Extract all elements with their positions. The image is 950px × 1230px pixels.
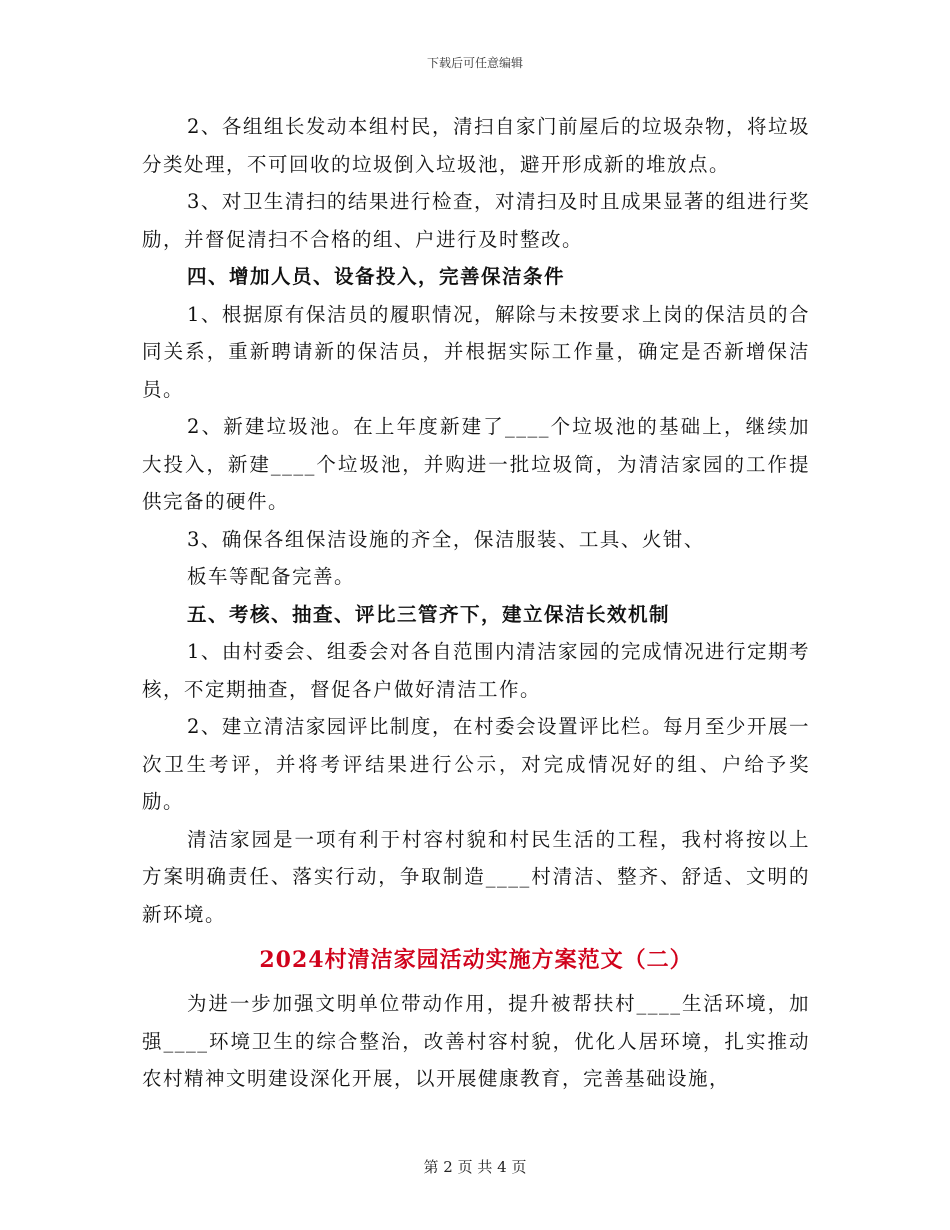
section-heading-4: 四、增加人员、设备投入，完善保洁条件 <box>187 265 566 288</box>
paragraph-conclusion: 清洁家园是一项有利于村容村貌和村民生活的工程，我村将按以上方案明确责任、落实行动，争取制造____村清洁、整齐、舒适、文明的新环境。 <box>142 827 810 926</box>
document-body <box>142 108 810 1098</box>
paragraph-4-item-2: 2、新建垃圾池。在上年度新建了____个垃圾池的基础上，继续加大投入，新建____个垃圾池，并购进一批垃圾筒，为清洁家园的工作提供完备的硬件。 <box>142 415 810 513</box>
paragraph-5-item-1: 1、由村委会、组委会对各自范围内清洁家园的完成情况进行定期考核，不定期抽查，督促各户做好清洁工作。 <box>142 640 810 701</box>
paragraph-intro-part-two: 为进一步加强文明单位带动作用，提升被帮扶村____生活环境，加强____环境卫生的综合整治，改善村容村貌，优化人居环境，扎实推动农村精神文明建设深化开展，以开展健康教育，完善基础设施， <box>142 992 810 1090</box>
paragraph-5-item-2: 2、建立清洁家园评比制度，在村委会设置评比栏。每月至少开展一次卫生考评，并将考评结果进行公示，对完成情况好的组、户给予奖励。 <box>142 715 810 813</box>
header-note: 下载后可任意编辑 <box>426 56 523 70</box>
section-title: 2024村清洁家园活动实施方案范文（二） <box>259 947 693 973</box>
paragraph-4-item-1: 1、根据原有保洁员的履职情况，解除与未按要求上岗的保洁员的合同关系，重新聘请新的保洁员，并根据实际工作量，确定是否新增保洁员。 <box>142 302 810 401</box>
paragraph-item-2: 2、各组组长发动本组村民，清扫自家门前屋后的垃圾杂物，将垃圾分类处理，不可回收的垃圾倒入垃圾池，避开形成新的堆放点。 <box>142 115 810 176</box>
section-heading-5: 五、考核、抽查、评比三管齐下，建立保洁长效机制 <box>187 602 671 626</box>
page-number-footer: 第 2 页 共 4 页 <box>423 1158 527 1176</box>
paragraph-item-3: 3、对卫生清扫的结果进行检查，对清扫及时且成果显著的组进行奖励，并督促清扫不合格的组、户进行及时整改。 <box>142 190 810 251</box>
paragraph-4-item-3-continued: 板车等配备完善。 <box>187 565 356 588</box>
paragraph-4-item-3: 3、确保各组保洁设施的齐全，保洁服装、工具、火钳、 <box>187 527 705 551</box>
